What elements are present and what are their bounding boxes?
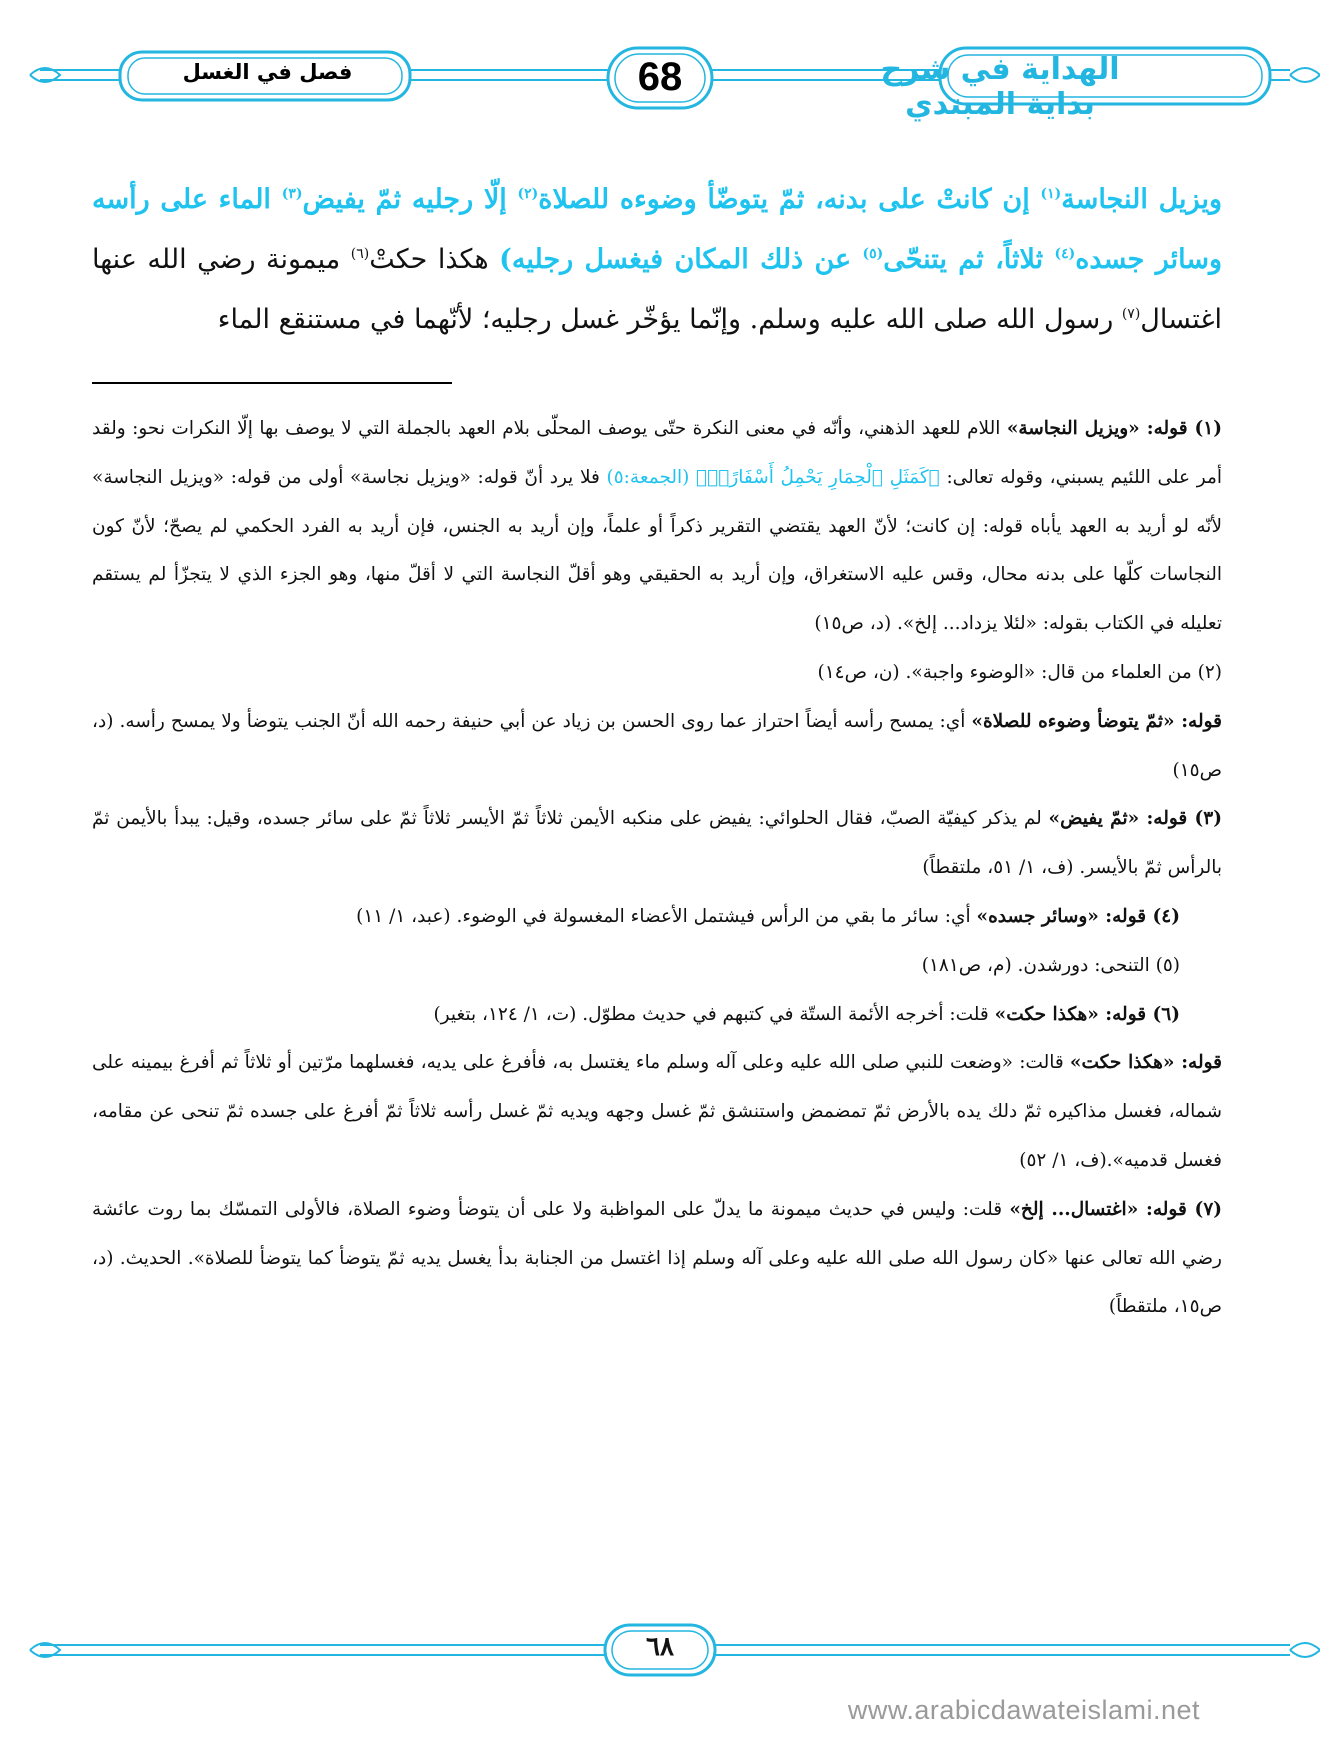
- footnote-ref: (٥): [862, 246, 884, 262]
- footnote-7: [92, 1186, 1222, 1332]
- main-text-segment: الماء على رأسه وسائر جسده: [92, 184, 1223, 275]
- footnote-5: (٥) التنحى: دورشدن. (م، ص١٨١): [921, 954, 1180, 976]
- section-title: فصل في الغسل: [182, 60, 353, 84]
- page-number: 68: [637, 55, 683, 99]
- footnote-lead: (٦) قوله: «هكذا حكت»: [994, 1003, 1180, 1025]
- main-text-segment: ويزيل النجاسة: [1061, 184, 1223, 215]
- main-text: [92, 170, 1222, 350]
- footnote-ref: (٧): [1121, 306, 1141, 322]
- footnote-2-comment: [92, 698, 1222, 796]
- footnote-text: لم يذكر كيفيّة الصبّ، فقال الحلوائي: يفيض على منكبه الأيمن ثلاثاً ثمّ الأيسر ثلاثاً ثمّ على سائر جسده، وقيل: يبدأ بالأيمن ثمّ بالرأس ثمّ بالأيسر. (ف، ١/ ٥١، ملتقطاً): [92, 808, 1222, 879]
- footnote-ref: (٣): [281, 186, 303, 202]
- footnote-lead: (٣) قوله: «ثمّ يفيض»: [1048, 808, 1222, 830]
- book-title: الهداية في شرح بداية المبتدي: [880, 52, 1120, 122]
- footnote-lead: (٧) قوله: «اغتسال... إلخ»: [1009, 1198, 1223, 1220]
- main-text-segment: هكذا حكتْ: [369, 244, 500, 275]
- main-text-segment: رسول الله صلى الله عليه وسلم. وإنّما يؤخّر غسل رجليه؛ لأنّهما في مستنقع الماء: [217, 304, 1122, 335]
- footnote-lead: قوله: «ثمّ يتوضأ وضوءه للصلاة»: [971, 710, 1222, 732]
- footnote-text: قالت: «وضعت للنبي صلى الله عليه وعلى آله وسلم ماء يغتسل به، فأفرغ على يديه، فغسلهما مرّتين أو ثلاثاً ثم أفرغ بيمينه على شماله، فغسل مذاكيره ثمّ دلك يده بالأرض ثمّ تمضمض واستنشق ثمّ غسل وجهه ويديه ثمّ غسل رأسه ثلاثاً ثمّ أفرغ على جسده ثمّ تنحى عن مقامه، فغسل قدميه».(ف، ١/ ٥٢): [92, 1052, 1222, 1171]
- footnote-text: قلت: وليس في حديث ميمونة ما يدلّ على المواظبة ولا على أن يتوضأ وضوء الصلاة، فالأولى التمسّك بما روت عائشة رضي الله تعالى عنها «كان رسول الله صلى الله عليه وعلى آله وسلم إذا اغتسل من الجنابة بدأ يغسل يديه ثمّ يتوضأ كما يتوضأ للصلاة». الحديث. (د، ص١٥، ملتقطاً): [92, 1198, 1222, 1318]
- main-text-segment: ميمونة رضي الله عنها اغتسال: [92, 244, 1222, 335]
- footnote-ref: (٤): [1054, 246, 1076, 262]
- footnote-separator: [92, 382, 452, 384]
- main-text-segment: إلّا رجليه ثمّ يفيض: [302, 184, 518, 215]
- footnote-lead: قوله: «هكذا حكت»: [1069, 1052, 1222, 1074]
- footnote-6-comment: [92, 1039, 1222, 1185]
- footnote-lead: (٤) قوله: «وسائر جسده»: [976, 905, 1180, 927]
- footnotes: [92, 405, 1222, 1332]
- footnote-text: اللام للعهد الذهني، وأنّه في معنى النكرة حتّى يوصف المحلّى بلام العهد بالجملة التي لا يوصف بها إلّا النكرات نحو: ولقد أمر على اللئيم يسبني، وقوله تعالى:: [92, 418, 1222, 488]
- footnote-text: قلت: أخرجه الأئمة الستّة في كتبهم في حديث مطوّل. (ت، ١/ ١٢٤، بتغير): [433, 1003, 995, 1025]
- footnote-lead: (١) قوله: «ويزيل النجاسة»: [1006, 418, 1222, 439]
- footnote-6: [92, 991, 1222, 1040]
- footnote-2: (٢) من العلماء من قال: «الوضوء واجبة». (ن، ص١٤): [817, 661, 1222, 683]
- footnote-4: [92, 893, 1222, 942]
- main-text-segment: إن كانتْ على بدنه، ثمّ يتوضّأ وضوءه للصلاة: [538, 184, 1041, 215]
- footer-page-number: ٦٨: [646, 1632, 674, 1662]
- footnote-text: أي: يمسح رأسه أيضاً احتراز عما روى الحسن بن زياد عن أبي حنيفة رحمه الله أنّ الجنب يتوضأ ولا يمسح رأسه. (د، ص١٥): [92, 710, 1222, 781]
- main-text-segment: عن ذلك المكان فيغسل رجليه): [499, 244, 863, 275]
- footnote-ref: (٦): [350, 246, 370, 262]
- footnote-1: [92, 405, 1222, 649]
- footnote-ref: (٢): [517, 186, 539, 202]
- footnote-text: فلا يرد أنّ قوله: «ويزيل نجاسة» أولى من قوله: «ويزيل النجاسة» لأنّه لو أريد به العهد يأباه قوله: إن كانت؛ لأنّ العهد يقتضي التقرير ذكراً أو علماً، وإن أريد به الجنس، فإن أريد به الفرد الحكمي لم يصحّ؛ لأنّ كون النجاسات كلّها على بدنه محال، وقس عليه الاستغراق، وإن أريد به الحقيقي وهو أقلّ النجاسة التي لا أقلّ منها، وهو الجزء الذي لا يتجزّأ لم يستقم تعليله في الكتاب بقوله: «لئلا يزداد... إلخ». (د، ص١٥): [92, 466, 1222, 635]
- footnote-text: أي: سائر ما بقي من الرأس فيشتمل الأعضاء المغسولة في الوضوء. (عبد، ١/ ١١): [356, 905, 977, 927]
- footnote-3: [92, 795, 1222, 893]
- footnote-ref: (١): [1040, 186, 1062, 202]
- main-text-segment: ثلاثاً، ثم يتنحّى: [883, 244, 1055, 275]
- quran-verse: ﴿كَمَثَلِ ٱلْحِمَارِ يَحْمِلُ أَسْفَارًاۢ﴾ (الجمعة:٥): [606, 466, 940, 488]
- watermark: www.arabicdawateislami.net: [847, 1695, 1200, 1725]
- page-header: [0, 0, 1320, 150]
- page-footer: [0, 1615, 1320, 1685]
